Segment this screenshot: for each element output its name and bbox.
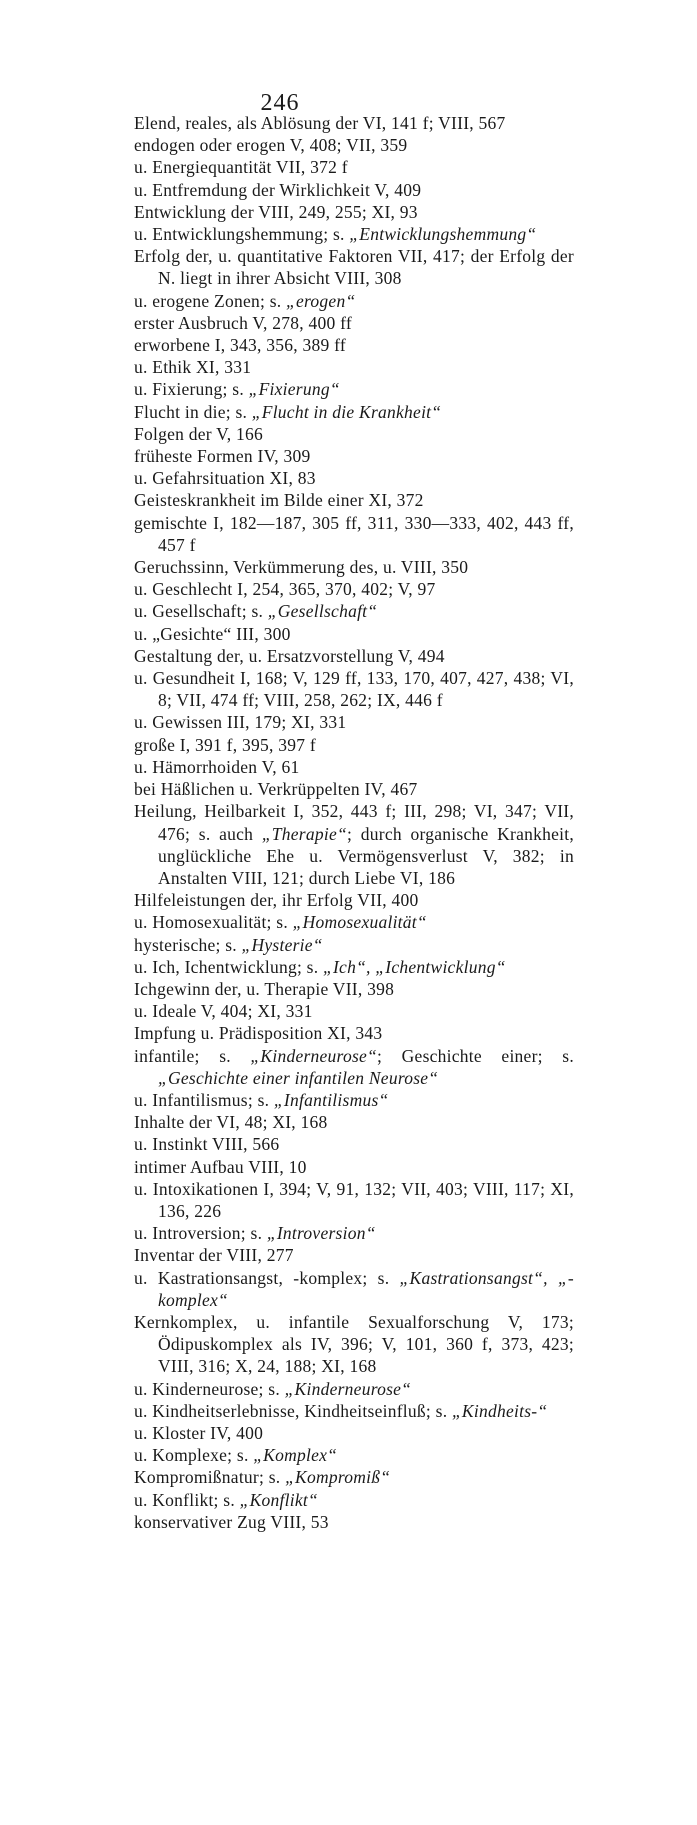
index-entry	[134, 1489, 574, 1511]
index-entry	[134, 1378, 574, 1400]
index-entry	[134, 1511, 574, 1533]
entry-text: u. Entwicklungshemmung; s.	[134, 224, 350, 245]
entry-text: u. Gesellschaft; s.	[134, 601, 268, 622]
index-entry-list	[134, 112, 574, 1533]
index-entry	[134, 889, 574, 911]
index-entry	[134, 512, 574, 556]
entry-text: u. Energiequantität VII, 372 f	[134, 157, 348, 178]
entry-text: u. „Gesichte“ III, 300	[134, 623, 291, 644]
index-entry	[134, 1466, 574, 1488]
entry-text: u. Homosexualität; s.	[134, 912, 293, 933]
entry-text: u. Gefahrsituation XI, 83	[134, 468, 316, 489]
cross-reference: „Fixierung“	[248, 379, 340, 400]
index-entry	[134, 423, 574, 445]
index-entry	[134, 1244, 574, 1266]
cross-reference: „Flucht in die Krankheit“	[251, 401, 442, 422]
entry-text: endogen oder erogen V, 408; VII, 359	[134, 135, 408, 156]
index-entry	[134, 1022, 574, 1044]
entry-text: u. Kastrationsangst, -komplex; s.	[134, 1267, 400, 1288]
index-entry	[134, 156, 574, 178]
entry-text: Inventar der VIII, 277	[134, 1245, 294, 1266]
entry-text: u. Geschlecht I, 254, 365, 370, 402; V, 97	[134, 579, 436, 600]
index-entry	[134, 201, 574, 223]
entry-text: erworbene I, 343, 356, 389 ff	[134, 335, 347, 356]
entry-text: intimer Aufbau VIII, 10	[134, 1156, 307, 1177]
index-entry	[134, 467, 574, 489]
index-entry	[134, 956, 574, 978]
cross-reference: „Homosexualität“	[292, 912, 427, 933]
entry-text: Kompromißnatur; s.	[134, 1467, 286, 1488]
entry-text: Ichgewinn der, u. Therapie VII, 398	[134, 978, 395, 999]
entry-text: ; durch organische Krankheit, unglückliche Ehe u. Vermögensverlust V, 382; in Anstalten VIII, 121; durch Liebe VI, 186	[158, 823, 574, 888]
cross-reference: „Kinderneurose“	[284, 1378, 412, 1399]
index-entry	[134, 179, 574, 201]
index-entry	[134, 290, 574, 312]
index-entry	[134, 1178, 574, 1222]
entry-text: u. Gewissen III, 179; XI, 331	[134, 712, 347, 733]
entry-text: große I, 391 f, 395, 397 f	[134, 734, 316, 755]
index-entry	[134, 223, 574, 245]
entry-text: u. Gesundheit I, 168; V, 129 ff, 133, 170, 407, 427, 438; VI, 8; VII, 474 ff; VIII, 258, 262; IX, 446 f	[134, 668, 574, 711]
cross-reference: „Hysterie“	[241, 934, 323, 955]
entry-text: Gestaltung der, u. Ersatzvorstellung V, 494	[134, 645, 445, 666]
index-entry	[134, 645, 574, 667]
cross-reference: „Introversion“	[266, 1223, 376, 1244]
page-number: 246	[260, 90, 300, 116]
cross-reference: „erogen“	[286, 290, 356, 311]
index-entry	[134, 312, 574, 334]
entry-text: erster Ausbruch V, 278, 400 ff	[134, 312, 352, 333]
cross-reference: „Konflikt“	[239, 1489, 318, 1510]
cross-reference: „Kompromiß“	[285, 1467, 391, 1488]
index-entry	[134, 578, 574, 600]
index-entry	[134, 1422, 574, 1444]
cross-reference: „Komplex“	[253, 1445, 338, 1466]
index-entry	[134, 756, 574, 778]
entry-text: früheste Formen IV, 309	[134, 446, 311, 467]
index-entry	[134, 1000, 574, 1022]
cross-reference: „Entwicklungshemmung“	[349, 224, 537, 245]
index-entry	[134, 134, 574, 156]
index-entry	[134, 1133, 574, 1155]
index-entry	[134, 245, 574, 289]
index-entry	[134, 911, 574, 933]
entry-text: u. Entfremdung der Wirklichkeit V, 409	[134, 179, 422, 200]
entry-text: infantile; s.	[134, 1045, 251, 1066]
cross-reference: „Gesellschaft“	[267, 601, 378, 622]
index-entry	[134, 1156, 574, 1178]
cross-reference: „Ich“, „Ichentwicklung“	[323, 956, 506, 977]
entry-text: Flucht in die; s.	[134, 401, 252, 422]
entry-text: u. Introversion; s.	[134, 1223, 267, 1244]
index-entry	[134, 978, 574, 1000]
entry-text: Geisteskrankheit im Bilde einer XI, 372	[134, 490, 424, 511]
entry-text: u. Komplexe; s.	[134, 1445, 254, 1466]
entry-text: Kernkomplex, u. infantile Sexualforschung V, 173; Ödipuskomplex als IV, 396; V, 101, 360 f, 373, 423; VIII, 316; X, 24, 188; XI, 168	[134, 1311, 574, 1377]
entry-text: Impfung u. Prädisposition XI, 343	[134, 1023, 383, 1044]
index-entry	[134, 1444, 574, 1466]
index-entry	[134, 623, 574, 645]
entry-text: u. Fixierung; s.	[134, 379, 249, 400]
entry-text: u. Ich, Ichentwicklung; s.	[134, 956, 323, 977]
index-entry	[134, 1222, 574, 1244]
entry-text: hysterische; s.	[134, 934, 242, 955]
index-entry	[134, 401, 574, 423]
index-entry	[134, 600, 574, 622]
entry-text: Entwicklung der VIII, 249, 255; XI, 93	[134, 201, 418, 222]
entry-text: Geruchssinn, Verkümmerung des, u. VIII, 350	[134, 557, 469, 578]
index-entry	[134, 1111, 574, 1133]
entry-text: gemischte I, 182—187, 305 ff, 311, 330—333, 402, 443 ff, 457 f	[134, 512, 574, 555]
index-entry	[134, 1089, 574, 1111]
index-entry	[134, 1400, 574, 1422]
entry-text: u. Infantilismus; s.	[134, 1089, 274, 1110]
cross-reference: „Infantilismus“	[273, 1089, 389, 1110]
index-entry	[134, 1311, 574, 1378]
index-entry	[134, 334, 574, 356]
entry-text: Inhalte der VI, 48; XI, 168	[134, 1112, 328, 1133]
entry-text: u. Kinderneurose; s.	[134, 1378, 285, 1399]
index-entry	[134, 489, 574, 511]
cross-reference: „Kastrationsangst“, „-komplex“	[158, 1267, 575, 1310]
index-entry	[134, 1267, 574, 1311]
cross-reference: „Geschichte einer infantilen Neurose“	[158, 1067, 439, 1088]
index-entry	[134, 356, 574, 378]
index-entry	[134, 445, 574, 467]
entry-text: Folgen der V, 166	[134, 423, 264, 444]
index-entry	[134, 556, 574, 578]
entry-text: konservativer Zug VIII, 53	[134, 1511, 329, 1532]
entry-text: bei Häßlichen u. Verkrüppelten IV, 467	[134, 779, 418, 800]
entry-text: Erfolg der, u. quantitative Faktoren VII, 417; der Erfolg der N. liegt in ihrer Absicht VIII, 308	[134, 246, 574, 289]
entry-text: Heilung, Heilbarkeit I, 352, 443 f; III, 298; VI, 347; VII, 476; s. auch	[134, 801, 574, 844]
entry-text: u. Kloster IV, 400	[134, 1422, 264, 1443]
entry-text: ; Geschichte einer; s.	[377, 1045, 574, 1066]
entry-text: Elend, reales, als Ablösung der VI, 141 f; VIII, 567	[134, 113, 506, 133]
cross-reference: „Kindheits-“	[451, 1400, 548, 1421]
entry-text: u. Ideale V, 404; XI, 331	[134, 1001, 313, 1022]
index-entry	[134, 1045, 574, 1089]
entry-text: u. Konflikt; s.	[134, 1489, 240, 1510]
entry-text: u. Kindheitserlebnisse, Kindheitseinfluß; s.	[134, 1400, 452, 1421]
index-entry	[134, 667, 574, 711]
cross-reference: „Therapie“	[261, 823, 347, 844]
entry-text: u. erogene Zonen; s.	[134, 290, 287, 311]
entry-text: u. Ethik XI, 331	[134, 357, 252, 378]
entry-text: Hilfeleistungen der, ihr Erfolg VII, 400	[134, 890, 419, 911]
index-entry	[134, 711, 574, 733]
entry-text: u. Intoxikationen I, 394; V, 91, 132; VII, 403; VIII, 117; XI, 136, 226	[134, 1178, 574, 1221]
index-entry	[134, 734, 574, 756]
cross-reference: „Kinderneurose“	[250, 1045, 378, 1066]
index-entry	[134, 112, 574, 134]
index-entry	[134, 778, 574, 800]
index-entry	[134, 934, 574, 956]
entry-text: u. Instinkt VIII, 566	[134, 1134, 280, 1155]
entry-text: u. Hämorrhoiden V, 61	[134, 756, 300, 777]
index-entry	[134, 378, 574, 400]
index-entry	[134, 800, 574, 889]
